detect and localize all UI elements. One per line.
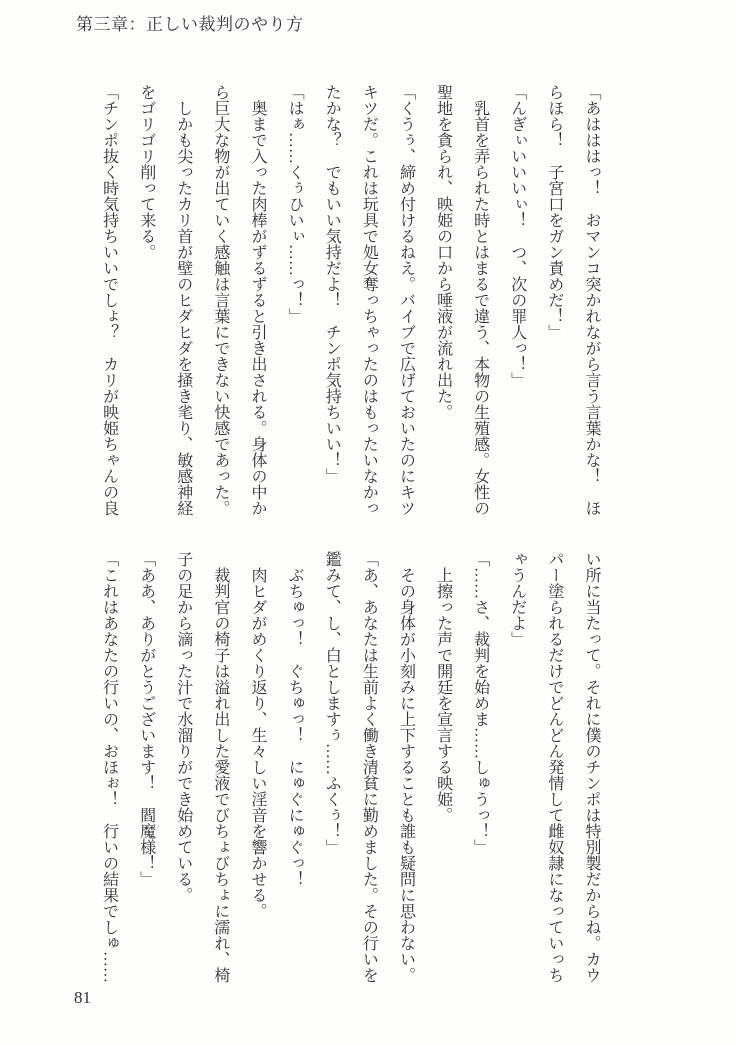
- paragraph: 「はぁ……くぅひいぃ……っ！」: [286, 84, 304, 324]
- paragraph: 「あはははっ！ おマンコ突かれながら言う言葉かな！ ほらほら！ 子宮口をガン責めだ！」: [545, 84, 600, 516]
- paragraph: その身体が小刻みに上下することも誰も疑問に思わない。: [397, 567, 415, 983]
- paragraph: 上擦った声で開廷を宣言する映姫。: [434, 567, 452, 823]
- paragraph: 肉ヒダがめくり返り、生々しい淫音を響かせる。: [249, 567, 267, 919]
- paragraph: 「んぎぃいいいぃ！ つ、次の罪人っ！」: [508, 84, 526, 388]
- paragraph: 「これはあなたの行いの、おほぉ！ 行いの結果でしゅ……: [100, 551, 118, 983]
- paragraph: 「くうぅ、締め付けるねえ。バイブで広げておいたのにキツキツだ。これは玩具で処女奪っちゃったのはもったいなかったかな？ でもいい気持だよ！ チンポ気持ちいい！」: [323, 84, 415, 516]
- page-number: 81: [74, 988, 91, 1007]
- paragraph: ぶちゅっ！ ぐちゅっ！ にゅぐにゅぐっ！: [286, 567, 304, 887]
- paragraph: 「……さ、裁判を始めま……しゅうっ！」: [471, 551, 489, 855]
- paragraph: 「ああ、ありがとうございます！ 閻魔様！」: [137, 551, 155, 887]
- paragraph: 乳首を弄られた時とはまるで違う、本物の生殖感。女性の聖地を貪られ、映姫の口から唾液が流れ出た。: [434, 84, 489, 516]
- upper-text-block: [90, 84, 610, 518]
- paragraph: 「あ、あなたは生前よく働き清貧に勤めました。その行いを鑑みて、し、白としますぅ……ふくぅ！」: [323, 551, 378, 983]
- paragraph: 裁判官の椅子は溢れ出した愛液でびちょびちょに濡れ、椅子の足から滴った汁で水溜りができ始めている。: [174, 551, 229, 983]
- paragraph: い所に当たって。それに僕のチンポは特別製だからね。カウパー塗られるだけでどんどん発情して雌奴隷になっていっちゃうんだよ」: [508, 551, 600, 983]
- lower-text-block: [90, 551, 610, 985]
- paragraph: 「チンポ抜く時気持ちいいでしょ？ カリが映姫ちゃんの良: [100, 84, 118, 516]
- chapter-header: 第三章：正しい裁判のやり方: [76, 15, 304, 34]
- paragraph: しかも尖ったカリ首が壁のヒダヒダを掻き毟り、敏感神経をゴリゴリ削って来る。: [137, 84, 192, 516]
- paragraph: 奥まで入った肉棒がずるずると引き出される。身体の中から巨大な物が出ていく感触は言葉にできない快感であった。: [211, 84, 267, 516]
